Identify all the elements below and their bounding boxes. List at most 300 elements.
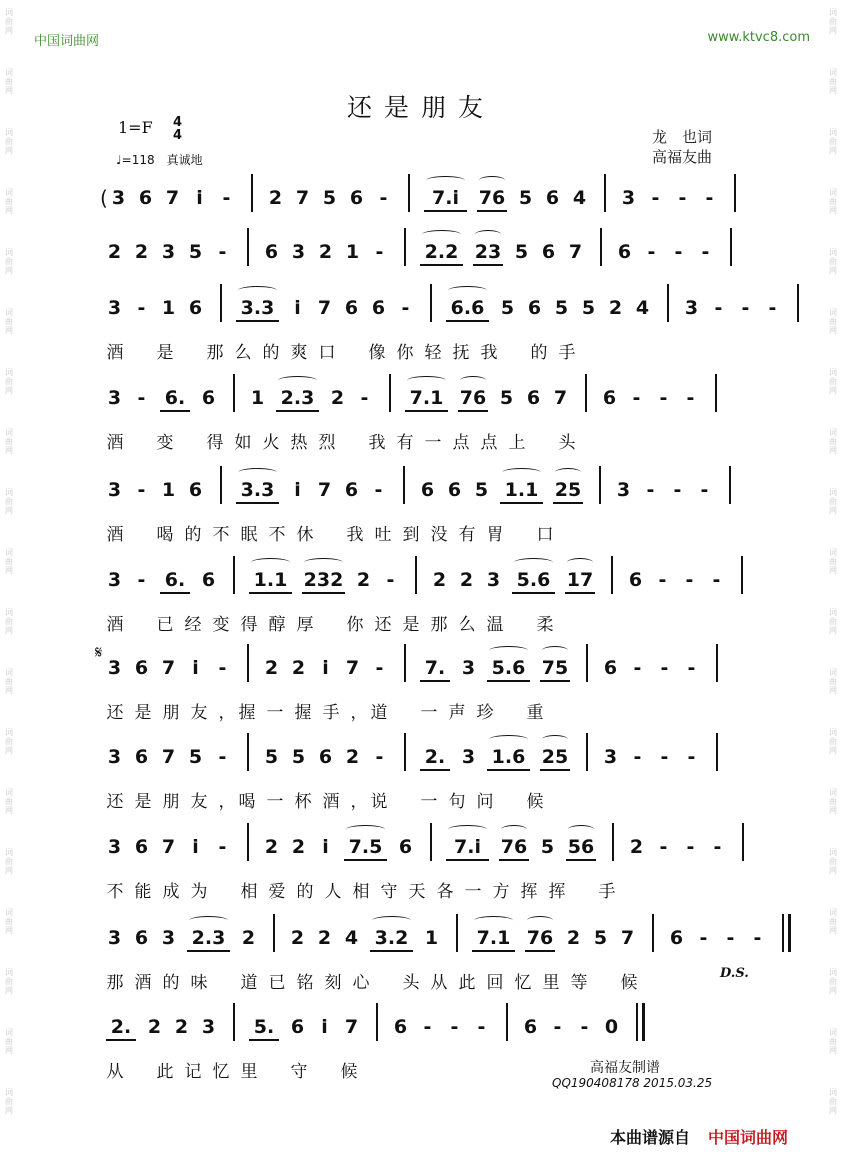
note: 6: [371, 297, 386, 319]
lyric-char: 喝: [156, 525, 174, 545]
note: -: [712, 569, 721, 591]
note: 2: [566, 927, 581, 949]
watermark-char: 词: [829, 308, 837, 317]
watermark-char: 曲: [829, 17, 837, 26]
note: 6: [420, 479, 435, 501]
note: 6: [447, 479, 462, 501]
score-system: [104, 386, 744, 414]
lyric-char: 喝: [238, 792, 256, 812]
note: 5.6: [512, 568, 555, 594]
watermark-char: 网: [829, 626, 837, 635]
note: 3: [107, 479, 122, 501]
lyric-char: 得: [206, 433, 224, 453]
note: 17: [565, 568, 595, 594]
lyric-char: 头: [558, 433, 576, 453]
slur-mark: [568, 825, 594, 834]
watermark-char: 网: [5, 626, 13, 635]
note: 6: [349, 187, 364, 209]
note: -: [674, 241, 683, 263]
lyric-char: 柔: [536, 615, 554, 635]
watermark-char: 词: [829, 1028, 837, 1037]
note: 2: [241, 927, 256, 949]
score-system: [104, 296, 777, 324]
note: 2.2: [420, 240, 463, 266]
watermark-group: [2, 8, 16, 35]
note: 6: [134, 746, 149, 768]
slur-mark: [422, 230, 461, 239]
note: 1: [345, 241, 360, 263]
lyric-char: 候: [526, 792, 544, 812]
watermark-char: 词: [829, 8, 837, 17]
note: 6: [344, 479, 359, 501]
watermark-char: 网: [5, 266, 13, 275]
watermark-char: 曲: [829, 977, 837, 986]
note: 3: [107, 657, 122, 679]
watermark-char: 曲: [5, 377, 13, 386]
watermark-group: [826, 1028, 840, 1055]
watermark-char: 曲: [829, 137, 837, 146]
bar-line: [233, 1003, 235, 1041]
lyric-char: 火: [262, 433, 280, 453]
final-bar-line: [642, 1003, 645, 1041]
lyric-char: 点: [452, 433, 470, 453]
watermark-char: 曲: [829, 857, 837, 866]
lyric-char: 杯: [294, 792, 312, 812]
watermark-char: 网: [829, 146, 837, 155]
note: 7: [620, 927, 635, 949]
lyric-char: 此: [156, 1062, 174, 1082]
note: i: [192, 836, 199, 858]
note: 6: [617, 241, 632, 263]
note: 5: [264, 746, 279, 768]
watermark-char: 词: [5, 68, 13, 77]
lyric-char: 友: [190, 703, 208, 723]
note: -: [726, 927, 735, 949]
bar-line: [742, 823, 744, 861]
bar-line: [730, 228, 732, 266]
lyric-char: 一: [420, 792, 438, 812]
lyric-char: 那: [206, 343, 224, 363]
bar-line: [586, 644, 588, 682]
watermark-char: 曲: [829, 317, 837, 326]
lyric-char: 还: [106, 703, 124, 723]
bar-line: [273, 914, 275, 952]
note: 76: [477, 186, 507, 212]
note: 5: [554, 297, 569, 319]
note: 2: [459, 569, 474, 591]
watermark-char: 网: [5, 566, 13, 575]
note: -: [659, 836, 668, 858]
note: 1: [161, 297, 176, 319]
bar-line: [797, 284, 799, 322]
lyric-char: 不: [106, 882, 124, 902]
note: -: [658, 569, 667, 591]
watermark-char: 网: [829, 686, 837, 695]
note: 7: [161, 746, 176, 768]
note: 6.: [160, 568, 190, 594]
watermark-group: [826, 668, 840, 695]
watermark-char: 网: [829, 386, 837, 395]
watermark-char: 词: [829, 188, 837, 197]
lyric-char: ，: [218, 792, 236, 812]
note: 2: [268, 187, 283, 209]
slur-mark: [448, 825, 487, 834]
note: 6: [398, 836, 413, 858]
site-url-right[interactable]: www.ktvc8.com: [707, 30, 810, 45]
lyric-char: 厚: [296, 615, 314, 635]
watermark-char: 曲: [829, 917, 837, 926]
lyric-char: 休: [296, 525, 314, 545]
song-title: 还是朋友: [346, 93, 495, 122]
note: 6: [541, 241, 556, 263]
bar-line: [741, 556, 743, 594]
lyric-char: 回: [486, 973, 504, 993]
note: 6: [290, 1016, 305, 1038]
bracket-mark: (: [100, 186, 108, 210]
note: 3: [107, 387, 122, 409]
note: 76: [525, 926, 555, 952]
lyric-char: 里: [542, 973, 560, 993]
note: 6: [603, 657, 618, 679]
note: 5: [499, 387, 514, 409]
lyric-char: 抚: [452, 343, 470, 363]
note: i: [294, 297, 301, 319]
note: -: [686, 387, 695, 409]
note: 7: [553, 387, 568, 409]
note: 3: [291, 241, 306, 263]
lyric-char: 守: [380, 882, 398, 902]
watermark-char: 网: [829, 986, 837, 995]
watermark-char: 曲: [5, 737, 13, 746]
slur-mark: [304, 558, 343, 567]
note: -: [375, 746, 384, 768]
note: -: [580, 1016, 589, 1038]
watermark-char: 曲: [829, 1037, 837, 1046]
watermark-char: 网: [5, 746, 13, 755]
lyric-char: 记: [184, 1062, 202, 1082]
watermark-char: 曲: [829, 677, 837, 686]
note: 2: [174, 1016, 189, 1038]
slur-mark: [251, 558, 290, 567]
lyric-char: 么: [234, 343, 252, 363]
note: 5: [540, 836, 555, 858]
watermark-char: 网: [829, 206, 837, 215]
note: 3: [107, 836, 122, 858]
score-system: [104, 926, 762, 954]
lyric-char: 句: [448, 792, 466, 812]
bar-line: [408, 174, 410, 212]
note: 3.2: [370, 926, 413, 952]
lyric-char: 你: [346, 615, 364, 635]
watermark-char: 曲: [5, 1037, 13, 1046]
note: 7.1: [405, 386, 448, 412]
lyric-char: ，: [350, 703, 368, 723]
watermark-group: [2, 968, 16, 995]
watermark-group: [826, 248, 840, 275]
lyric-char: 不: [212, 525, 230, 545]
note: 2: [147, 1016, 162, 1038]
lyric-char: 还: [106, 792, 124, 812]
note: -: [423, 1016, 432, 1038]
lyric-char: 珍: [476, 703, 494, 723]
lyric-char: 候: [340, 1062, 358, 1082]
lyric-char: 点: [480, 433, 498, 453]
final-bar-line: [788, 914, 791, 952]
note: 2: [330, 387, 345, 409]
bar-line: [585, 374, 587, 412]
note: 4: [572, 187, 587, 209]
lyric-char: 重: [526, 703, 544, 723]
bar-line: [652, 914, 654, 952]
note: 7: [345, 657, 360, 679]
score-system: [104, 240, 744, 268]
watermark-group: [2, 1088, 16, 1115]
bar-line: [734, 174, 736, 212]
watermark-group: [2, 128, 16, 155]
note: 7.5: [344, 835, 387, 861]
watermark-group: [2, 428, 16, 455]
watermark-char: 词: [829, 68, 837, 77]
watermark-char: 曲: [829, 77, 837, 86]
footer-source-site[interactable]: 中国词曲网: [708, 1128, 789, 1147]
lyric-char: 朋: [162, 703, 180, 723]
note: 7: [295, 187, 310, 209]
slur-mark: [238, 286, 277, 295]
lyric-char: 上: [508, 433, 526, 453]
bar-line: [247, 644, 249, 682]
watermark-char: 网: [5, 1106, 13, 1115]
note: 6: [669, 927, 684, 949]
footer-source: [610, 1125, 788, 1148]
lyric-char: 变: [156, 433, 174, 453]
bar-line: [251, 174, 253, 212]
watermark-char: 网: [5, 506, 13, 515]
note: -: [687, 657, 696, 679]
slur-mark: [460, 376, 486, 385]
watermark-char: 网: [5, 986, 13, 995]
lyric-char: 一: [266, 792, 284, 812]
lyric-char: 人: [324, 882, 342, 902]
bar-line: [716, 733, 718, 771]
lyric-char: 铭: [296, 973, 314, 993]
watermark-char: 网: [829, 506, 837, 515]
watermark-group: [2, 188, 16, 215]
ds-mark: D.S.: [720, 966, 749, 981]
lyric-char: 酒: [106, 615, 124, 635]
watermark-group: [2, 848, 16, 875]
note: i: [322, 657, 329, 679]
note: -: [753, 927, 762, 949]
composer-credit: 高福友曲: [652, 148, 713, 166]
lyric-char: 还: [374, 615, 392, 635]
lyric-char: 有: [396, 433, 414, 453]
lyric-char: 从: [106, 1062, 124, 1082]
note: 6: [545, 187, 560, 209]
note: 1.1: [500, 478, 543, 504]
bar-line: [389, 374, 391, 412]
bar-line: [376, 1003, 378, 1041]
lyric-char: 已: [268, 973, 286, 993]
score-system: [104, 1015, 744, 1043]
lyric-line: [104, 610, 744, 635]
watermark-char: 词: [5, 1028, 13, 1037]
note: 6: [393, 1016, 408, 1038]
note: 6: [188, 297, 203, 319]
bar-line: [430, 823, 432, 861]
note: 4: [635, 297, 650, 319]
watermark-char: 网: [829, 26, 837, 35]
watermark-char: 曲: [5, 437, 13, 446]
watermark-char: 网: [5, 686, 13, 695]
lyric-char: 那: [430, 615, 448, 635]
lyric-char: 守: [290, 1062, 308, 1082]
watermark-char: 曲: [829, 257, 837, 266]
bar-line: [247, 733, 249, 771]
note: -: [741, 297, 750, 319]
time-signature-bottom: 4: [173, 128, 183, 143]
note: 3: [111, 187, 126, 209]
note: 2: [291, 836, 306, 858]
lyric-line: [104, 520, 744, 545]
time-signature: [173, 116, 182, 142]
lyric-char: 口: [318, 343, 336, 363]
note: 6.6: [446, 296, 489, 322]
note: 76: [499, 835, 529, 861]
watermark-char: 曲: [5, 77, 13, 86]
note: 5: [581, 297, 596, 319]
note: -: [660, 657, 669, 679]
watermark-group: [2, 248, 16, 275]
watermark-char: 曲: [5, 857, 13, 866]
lyric-char: ，: [350, 792, 368, 812]
lyric-char: 挥: [520, 882, 538, 902]
right-watermark-column: [824, 0, 842, 1171]
watermark-char: 词: [5, 128, 13, 137]
watermark-char: 网: [5, 146, 13, 155]
lyric-char: 热: [290, 433, 308, 453]
lyric-char: 手: [598, 882, 616, 902]
watermark-char: 网: [5, 386, 13, 395]
watermark-group: [826, 308, 840, 335]
note: i: [192, 657, 199, 679]
lyric-char: 胃: [486, 525, 504, 545]
lyric-char: 烈: [318, 433, 336, 453]
note: 3.3: [236, 478, 279, 504]
lyric-char: 的: [296, 882, 314, 902]
note: 6: [264, 241, 279, 263]
note: -: [687, 746, 696, 768]
note: 2: [134, 241, 149, 263]
lyric-char: 变: [212, 615, 230, 635]
note: 3: [616, 479, 631, 501]
lyric-char: 从: [430, 973, 448, 993]
watermark-char: 词: [5, 1088, 13, 1097]
watermark-char: 词: [5, 8, 13, 17]
watermark-char: 词: [829, 488, 837, 497]
lyric-char: 口: [536, 525, 554, 545]
note: 2: [107, 241, 122, 263]
note: -: [553, 1016, 562, 1038]
note: 1: [161, 479, 176, 501]
site-name-left[interactable]: 中国词曲网: [34, 34, 100, 49]
slur-mark: [567, 558, 593, 567]
lyric-char: 相: [352, 882, 370, 902]
bar-line: [415, 556, 417, 594]
note: 2: [264, 657, 279, 679]
note: -: [218, 657, 227, 679]
watermark-char: 曲: [5, 977, 13, 986]
watermark-char: 网: [5, 206, 13, 215]
lyric-char: 挥: [548, 882, 566, 902]
lyric-char: 如: [234, 433, 252, 453]
watermark-group: [826, 548, 840, 575]
watermark-char: 曲: [5, 137, 13, 146]
lyric-char: 眠: [240, 525, 258, 545]
watermark-char: 词: [829, 128, 837, 137]
watermark-group: [2, 728, 16, 755]
watermark-char: 曲: [5, 617, 13, 626]
watermark-group: [826, 908, 840, 935]
slur-mark: [474, 916, 513, 925]
slur-mark: [426, 176, 465, 185]
lyric-char: 道: [370, 703, 388, 723]
note: -: [701, 241, 710, 263]
bar-line: [667, 284, 669, 322]
note: -: [699, 927, 708, 949]
watermark-char: 网: [829, 446, 837, 455]
lyric-char: 一: [420, 703, 438, 723]
note: 7: [317, 479, 332, 501]
note: -: [659, 387, 668, 409]
watermark-char: 网: [5, 326, 13, 335]
lyric-char: 的: [162, 973, 180, 993]
watermark-char: 词: [5, 608, 13, 617]
lyric-char: 到: [402, 525, 420, 545]
lyric-char: 经: [184, 615, 202, 635]
watermark-char: 词: [829, 248, 837, 257]
lyric-char: 头: [402, 973, 420, 993]
lyric-char: 忆: [212, 1062, 230, 1082]
note: 5.: [249, 1015, 279, 1041]
watermark-char: 网: [829, 326, 837, 335]
note: 2: [291, 657, 306, 679]
note: 5: [518, 187, 533, 209]
slur-mark: [475, 230, 501, 239]
note: -: [477, 1016, 486, 1038]
watermark-group: [826, 968, 840, 995]
bar-line: [715, 374, 717, 412]
lyric-char: 那: [106, 973, 124, 993]
watermark-char: 曲: [829, 797, 837, 806]
note: 23: [473, 240, 503, 266]
left-watermark-column: [0, 0, 18, 1171]
note: 2: [264, 836, 279, 858]
note: 2: [629, 836, 644, 858]
watermark-char: 词: [829, 548, 837, 557]
lyric-char: 像: [368, 343, 386, 363]
note: 3.3: [236, 296, 279, 322]
note: 1: [424, 927, 439, 949]
watermark-group: [826, 128, 840, 155]
watermark-group: [2, 1028, 16, 1055]
lyric-char: 忆: [514, 973, 532, 993]
bar-line: [729, 466, 731, 504]
note: i: [196, 187, 203, 209]
note: -: [360, 387, 369, 409]
lyric-char: 手: [322, 703, 340, 723]
watermark-char: 词: [829, 428, 837, 437]
lyric-char: 是: [156, 343, 174, 363]
